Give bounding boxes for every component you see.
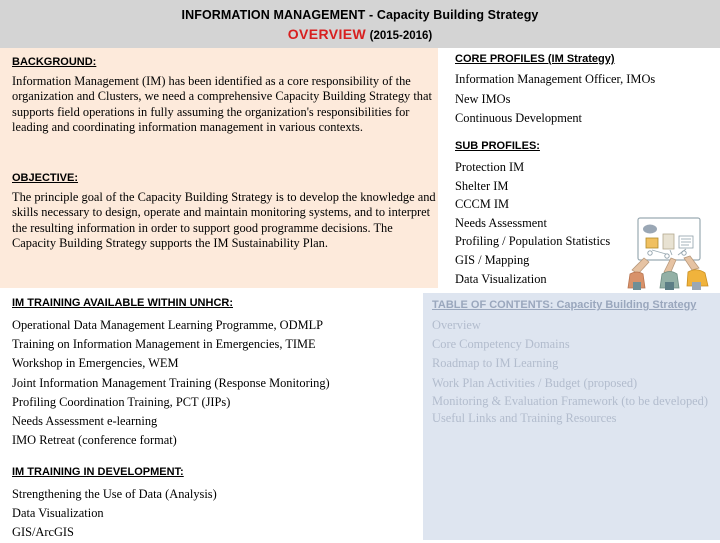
- background-section: [12, 56, 434, 136]
- toc-item-core-competency-domains[interactable]: Core Competency Domains: [432, 337, 570, 352]
- training-development-section: [12, 466, 422, 543]
- list-item: Protection IM: [455, 160, 525, 174]
- background-heading: BACKGROUND:: [12, 56, 97, 68]
- subtitle-overview: OVERVIEW: [287, 26, 367, 42]
- page-title: INFORMATION MANAGEMENT - Capacity Building Strategy: [181, 8, 539, 22]
- list-item: CCCM IM: [455, 197, 510, 212]
- objective-section: [12, 172, 436, 252]
- toc-item-monitoring-evaluation-framework[interactable]: Monitoring & Evaluation Framework (to be developed): [432, 393, 708, 408]
- list-item: Shelter IM: [455, 178, 509, 193]
- core-profiles-section: [455, 53, 713, 129]
- people-at-whiteboard-illustration: [626, 212, 714, 290]
- page-subtitle: [0, 22, 720, 44]
- background-paragraph: Information Management (IM) has been identified as a core responsibility of the organization and Clusters, we need a comprehensive Capacity Building Strategy that supports field operations in fully assuming the organization's responsibilities for leading and coordinating information management in various contexts.: [12, 74, 432, 135]
- table-of-contents-heading: TABLE OF CONTENTS: Capacity Building Strategy: [432, 299, 697, 311]
- list-item: Data Visualization: [455, 271, 547, 286]
- list-item: Strengthening the Use of Data (Analysis): [12, 487, 217, 501]
- core-profiles-heading: CORE PROFILES (IM Strategy): [455, 53, 615, 65]
- list-item: Information Management Officer, IMOs: [455, 72, 656, 86]
- training-available-section: [12, 297, 422, 450]
- training-development-heading: IM TRAINING IN DEVELOPMENT:: [12, 466, 184, 478]
- list-item: Profiling / Population Statistics: [455, 234, 611, 249]
- list-item: GIS/ArcGIS: [12, 525, 74, 540]
- toc-item-work-plan-activities-budget[interactable]: Work Plan Activities / Budget (proposed): [432, 375, 638, 390]
- training-available-heading: IM TRAINING AVAILABLE WITHIN UNHCR:: [12, 297, 233, 309]
- objective-heading: OBJECTIVE:: [12, 172, 79, 184]
- list-item: Needs Assessment: [455, 215, 547, 230]
- list-item: GIS / Mapping: [455, 252, 530, 267]
- subtitle-years: (2015-2016): [369, 30, 433, 42]
- list-item: IMO Retreat (conference format): [12, 433, 177, 448]
- slide-header-band: [0, 0, 720, 48]
- list-item: New IMOs: [455, 91, 511, 106]
- list-item: Operational Data Management Learning Programme, ODMLP: [12, 318, 324, 332]
- toc-item-useful-links-and-training-resources[interactable]: Useful Links and Training Resources: [432, 411, 617, 426]
- list-item: Needs Assessment e-learning: [12, 414, 158, 429]
- list-item: Training on Information Management in Emergencies, TIME: [12, 337, 316, 352]
- objective-paragraph: The principle goal of the Capacity Building Strategy is to develop the knowledge and skills necessary to design, operate and maintain monitoring systems, and to interpret the resulting information in order to support good programme decisions. The Capacity Building Strategy supports the IM Sustainability Plan.: [12, 190, 436, 251]
- sub-profiles-heading: SUB PROFILES:: [455, 140, 540, 152]
- table-of-contents-section: [432, 299, 710, 429]
- toc-item-roadmap-to-im-learning[interactable]: Roadmap to IM Learning: [432, 356, 559, 371]
- list-item: Data Visualization: [12, 506, 104, 521]
- list-item: Continuous Development: [455, 111, 582, 125]
- list-item: Workshop in Emergencies, WEM: [12, 356, 179, 371]
- list-item: Joint Information Management Training (Response Monitoring): [12, 375, 330, 390]
- toc-item-overview[interactable]: Overview: [432, 318, 481, 332]
- list-item: Profiling Coordination Training, PCT (JIPs): [12, 394, 231, 409]
